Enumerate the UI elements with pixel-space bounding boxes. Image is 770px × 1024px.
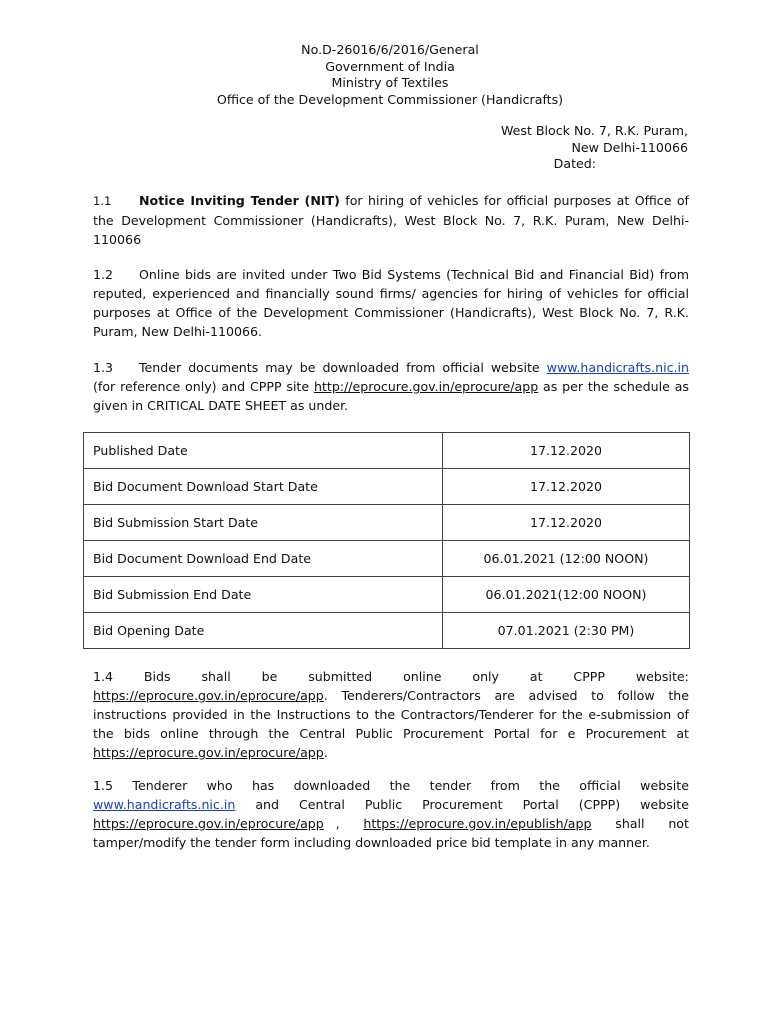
word: Procurement xyxy=(422,797,503,812)
date-row xyxy=(84,613,690,649)
office-line: Office of the Development Commissioner (Handicrafts) xyxy=(216,91,564,107)
cppp-site-link[interactable]: http://eprocure.gov.in/eprocure/app xyxy=(313,379,539,394)
date-label: Bid Document Download End Date xyxy=(84,541,443,577)
paragraph-1-5 xyxy=(93,776,689,852)
paragraph-1-2 xyxy=(93,265,689,341)
word: who xyxy=(206,778,233,793)
paragraph-text: Online bids are invited under Two Bid Systems (Technical Bid and Financial Bid) from reputed, experienced and financially sound firms/ agencies for hiring of vehicles for official purposes at Office of the Development Commissioner (Handicrafts), West Block No. 7, R.K. Puram, New Delhi-110066. xyxy=(93,267,689,339)
paragraph-number: 1.1 xyxy=(93,194,112,208)
paragraph-number: 1.5 xyxy=(93,778,114,793)
word: only xyxy=(472,669,499,684)
paragraph-first-line xyxy=(93,667,689,686)
word: downloaded xyxy=(293,778,371,793)
dated-label: Dated: xyxy=(553,156,596,171)
date-row xyxy=(84,541,690,577)
word: tender xyxy=(429,778,472,793)
paragraph-text: (for reference only) and CPPP site xyxy=(93,379,314,394)
paragraph-first-line xyxy=(93,776,689,795)
handicrafts-website-link[interactable]: www.handicrafts.nic.in xyxy=(546,360,689,375)
eprocure-app-link[interactable]: https://eprocure.gov.in/eprocure/app xyxy=(93,745,324,760)
word: Bids xyxy=(143,669,171,684)
word: Public xyxy=(364,797,403,812)
ministry-line: Ministry of Textiles xyxy=(331,75,449,90)
eprocure-app-link[interactable]: https://eprocure.gov.in/eprocure/app xyxy=(93,688,324,703)
address-line-1: West Block No. 7, R.K. Puram, xyxy=(500,123,688,138)
comma: , xyxy=(335,816,340,831)
date-label: Bid Document Download Start Date xyxy=(84,469,443,505)
nit-heading: Notice Inviting Tender (NIT) xyxy=(139,193,340,208)
word: Central xyxy=(299,797,345,812)
word: at xyxy=(529,669,543,684)
word: and xyxy=(255,797,280,812)
word: website xyxy=(640,797,689,812)
date-label: Bid Opening Date xyxy=(84,613,443,649)
address-line-2: New Delhi-110066 xyxy=(571,139,688,155)
word: the xyxy=(389,778,411,793)
word: online xyxy=(403,669,442,684)
paragraph-text: . xyxy=(323,745,328,760)
word: from xyxy=(490,778,520,793)
date-label: Bid Submission Start Date xyxy=(84,505,443,541)
word: has xyxy=(251,778,275,793)
word: (CPPP) xyxy=(578,797,621,812)
word: Tenderer xyxy=(132,778,188,793)
paragraph-text: . Tenderers/Contractors are advised to follow the instructions provided in the Instructions to the Contractors/Tenderer for the e-submission of the bids online through the Central Public Procurement Portal for e Procurement at xyxy=(93,688,689,741)
paragraph-number: 1.3 xyxy=(93,360,114,375)
paragraph-number: 1.4 xyxy=(93,669,114,684)
paragraph-1-1 xyxy=(93,191,689,249)
word: shall xyxy=(201,669,231,684)
word: shall xyxy=(615,816,645,831)
date-label: Published Date xyxy=(84,433,443,469)
paragraph-third-line xyxy=(93,814,689,833)
critical-date-table xyxy=(83,432,690,649)
word: the xyxy=(539,778,560,793)
date-row xyxy=(84,469,690,505)
paragraph-last-line: tamper/modify the tender form including downloaded price bid template in any manner. xyxy=(93,835,650,850)
date-value: 17.12.2020 xyxy=(443,505,690,541)
word: website xyxy=(640,778,689,793)
paragraph-second-line xyxy=(93,795,689,814)
date-label: Bid Submission End Date xyxy=(84,577,443,613)
paragraph-text: for hiring of vehicles for official purposes at Office of the Development Commissioner (Handicrafts), West Block No. 7, R.K. Puram, New Delhi-110066 xyxy=(93,193,689,247)
word: CPPP xyxy=(573,669,605,684)
date-row xyxy=(84,433,690,469)
date-value: 17.12.2020 xyxy=(443,433,690,469)
word: be xyxy=(261,669,278,684)
government-line: Government of India xyxy=(325,58,455,74)
paragraph-text: as per the schedule as given in CRITICAL DATE SHEET as under. xyxy=(93,379,689,413)
paragraph-1-3 xyxy=(93,358,689,415)
reference-number: No.D-26016/6/2016/General xyxy=(301,42,479,57)
word: Portal xyxy=(522,797,559,812)
date-value: 06.01.2021(12:00 NOON) xyxy=(443,577,690,613)
date-value: 17.12.2020 xyxy=(443,469,690,505)
paragraph-text: Tender documents may be downloaded from official website xyxy=(139,360,547,375)
epublish-app-link[interactable]: https://eprocure.gov.in/epublish/app xyxy=(363,816,592,831)
word: submitted xyxy=(308,669,373,684)
paragraph-1-4 xyxy=(93,667,689,762)
date-value: 06.01.2021 (12:00 NOON) xyxy=(443,541,690,577)
date-row xyxy=(84,577,690,613)
office-address xyxy=(501,123,688,173)
word: website: xyxy=(635,669,689,684)
handicrafts-website-link[interactable]: www.handicrafts.nic.in xyxy=(93,797,236,812)
date-value: 07.01.2021 (2:30 PM) xyxy=(443,613,690,649)
eprocure-app-link[interactable]: https://eprocure.gov.in/eprocure/app xyxy=(93,816,324,831)
word: not xyxy=(668,816,689,831)
paragraph-number: 1.2 xyxy=(93,267,114,282)
word: official xyxy=(579,778,621,793)
document-header xyxy=(0,42,770,108)
date-row xyxy=(84,505,690,541)
